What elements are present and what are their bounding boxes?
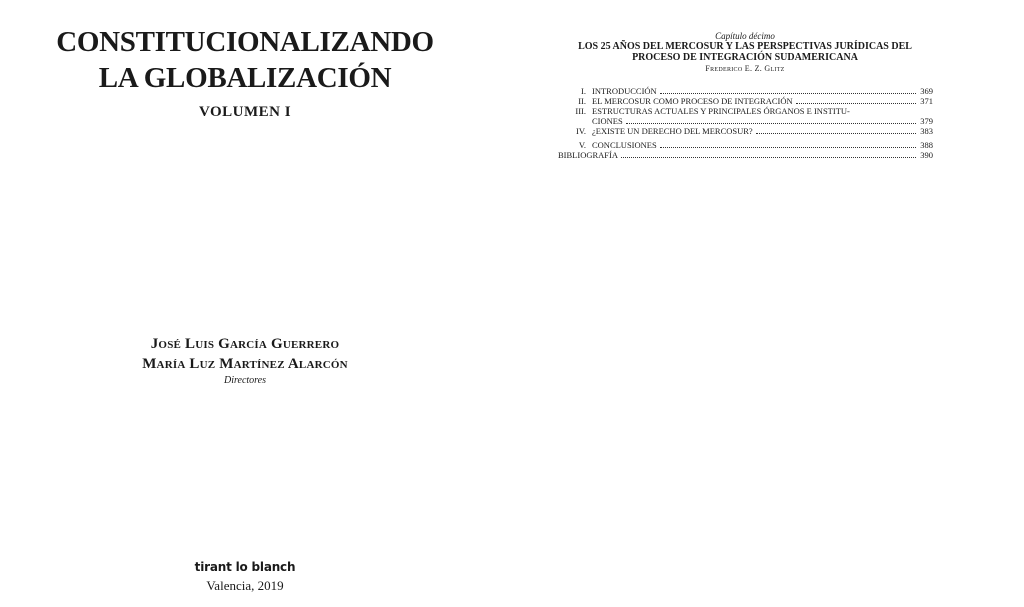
book-title xyxy=(0,24,490,96)
toc-leader-dots xyxy=(756,133,916,134)
book-title-line-2: LA GLOBALIZACIÓN xyxy=(98,62,392,94)
chapter-title xyxy=(540,41,950,63)
toc-entry-number: V. xyxy=(578,140,586,150)
toc-entry-page: 388 xyxy=(920,140,933,150)
toc-leader-dots xyxy=(796,103,916,104)
chapter-title-line-2: PROCESO DE INTEGRACIÓN SUDAMERICANA xyxy=(632,52,858,63)
toc-entry-label: BIBLIOGRAFÍA xyxy=(558,150,618,160)
chapter-author: Frederico E. Z. Glitz xyxy=(705,64,785,73)
toc-entry-page: 369 xyxy=(920,86,933,96)
table-of-contents xyxy=(558,86,933,160)
toc-leader-dots xyxy=(660,147,916,148)
toc-entry[interactable] xyxy=(558,150,933,160)
toc-leader-dots xyxy=(626,123,916,124)
toc-entry[interactable] xyxy=(558,96,933,106)
chapter-label: Capítulo décimo xyxy=(715,31,775,41)
right-page xyxy=(540,0,1024,607)
toc-leader-dots xyxy=(660,93,916,94)
toc-entry-number: III. xyxy=(575,106,586,116)
left-page xyxy=(0,0,490,607)
toc-entry-number: II. xyxy=(578,96,586,106)
toc-entry-page: 383 xyxy=(920,126,933,136)
toc-entry-page: 371 xyxy=(920,96,933,106)
place-year: Valencia, 2019 xyxy=(206,578,284,593)
toc-entry-label: EL MERCOSUR COMO PROCESO DE INTEGRACIÓN xyxy=(592,96,793,106)
director-name: María Luz Martínez Alarcón xyxy=(142,356,348,372)
toc-entry-number: IV. xyxy=(576,126,586,136)
toc-entry[interactable] xyxy=(558,126,933,136)
toc-entry-label: CONCLUSIONES xyxy=(592,140,657,150)
toc-entry-page: 379 xyxy=(920,116,933,126)
chapter-title-line-1: LOS 25 AÑOS DEL MERCOSUR Y LAS PERSPECTIVAS JURÍDICAS DEL xyxy=(578,41,912,52)
toc-leader-dots xyxy=(621,157,916,158)
toc-entry-label: ESTRUCTURAS ACTUALES Y PRINCIPALES ÓRGANOS E INSTITU- xyxy=(592,106,850,116)
toc-entry[interactable] xyxy=(558,86,933,96)
volume-label: VOLUMEN I xyxy=(198,104,292,120)
toc-entry-page: 390 xyxy=(920,150,933,160)
publisher-logo: tirant lo blanch xyxy=(194,560,296,574)
book-title-line-1: CONSTITUCIONALIZANDO xyxy=(56,26,434,58)
toc-entry-number: I. xyxy=(581,86,586,96)
toc-entry-label-continuation: CIONES xyxy=(592,116,623,126)
toc-entry[interactable] xyxy=(558,106,933,126)
directors-block xyxy=(0,334,490,388)
directors-role: Directores xyxy=(223,375,267,386)
toc-entry-label: ¿EXISTE UN DERECHO DEL MERCOSUR? xyxy=(592,126,753,136)
toc-entry[interactable] xyxy=(558,140,933,150)
toc-entry-label: INTRODUCCIÓN xyxy=(592,86,657,96)
director-name: José Luis García Guerrero xyxy=(150,336,340,352)
